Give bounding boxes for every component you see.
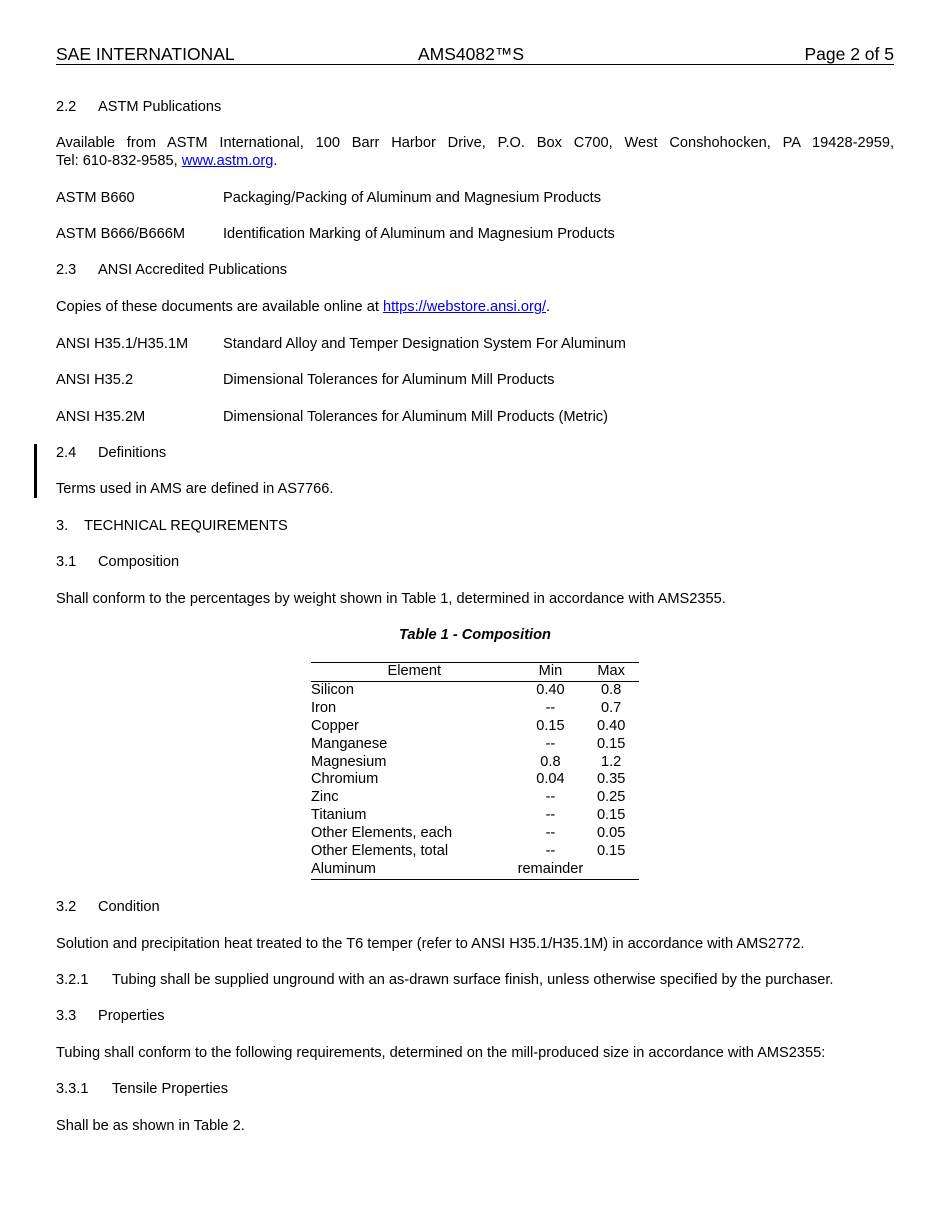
max-cell: 0.15 bbox=[596, 843, 626, 860]
section-2-4-heading bbox=[56, 444, 166, 462]
section-number: 3.3 bbox=[56, 1008, 77, 1024]
min-cell: -- bbox=[545, 699, 556, 716]
section-number: 3. bbox=[56, 518, 69, 534]
min-cell: 0.8 bbox=[540, 753, 561, 770]
reference-code: ASTM B660 bbox=[56, 190, 135, 206]
element-cell: Magnesium bbox=[311, 753, 387, 770]
table-row bbox=[311, 754, 639, 772]
min-cell: -- bbox=[545, 843, 556, 860]
column-header: Max bbox=[597, 663, 625, 679]
reference-description: Dimensional Tolerances for Aluminum Mill Products (Metric) bbox=[223, 409, 608, 425]
element-cell: Aluminum bbox=[311, 860, 376, 877]
table-row bbox=[311, 789, 639, 807]
header-doc-number: AMS4082™S bbox=[418, 44, 525, 64]
max-cell bbox=[583, 861, 639, 879]
column-header: Element bbox=[387, 663, 442, 679]
max-cell: 0.7 bbox=[600, 699, 622, 716]
section-title: ANSI Accredited Publications bbox=[98, 262, 288, 278]
section-number: 3.3.1 bbox=[56, 1081, 89, 1097]
min-cell: 0.40 bbox=[536, 681, 565, 698]
table-row bbox=[311, 700, 639, 718]
section-title: Condition bbox=[98, 899, 160, 915]
table-caption: Table 1 - Composition bbox=[399, 627, 551, 643]
table-row bbox=[311, 843, 639, 861]
header-org: SAE INTERNATIONAL bbox=[56, 44, 235, 64]
table-row bbox=[311, 681, 639, 699]
section-3-3-1-heading bbox=[56, 1080, 228, 1098]
section-2-3-heading bbox=[56, 261, 287, 279]
astm-availability-line2 bbox=[56, 152, 277, 170]
column-header: Min bbox=[538, 663, 563, 679]
section-3-3-heading bbox=[56, 1007, 165, 1025]
reference-description: Identification Marking of Aluminum and Magnesium Products bbox=[223, 226, 615, 242]
astm-period: . bbox=[273, 153, 278, 169]
copies-period: . bbox=[546, 299, 551, 315]
section-2-2-heading bbox=[56, 98, 221, 116]
element-cell: Manganese bbox=[311, 735, 388, 752]
revision-change-bar bbox=[34, 444, 37, 498]
tensile-text: Shall be as shown in Table 2. bbox=[56, 1118, 245, 1134]
reference-code: ANSI H35.2M bbox=[56, 409, 146, 425]
min-cell: -- bbox=[545, 825, 556, 842]
max-cell: 0.05 bbox=[596, 825, 626, 842]
section-3-2-heading bbox=[56, 898, 160, 916]
max-cell: 0.25 bbox=[596, 789, 626, 806]
table-row bbox=[311, 807, 639, 825]
composition-table bbox=[311, 662, 639, 880]
section-number: 2.3 bbox=[56, 262, 77, 278]
element-cell: Zinc bbox=[311, 789, 339, 806]
section-title: Definitions bbox=[98, 445, 167, 461]
section-title: Tensile Properties bbox=[112, 1081, 228, 1097]
reference-code: ANSI H35.2 bbox=[56, 372, 134, 388]
reference-code: ASTM B666/B666M bbox=[56, 226, 185, 242]
section-3-heading bbox=[56, 517, 288, 535]
section-number: 2.2 bbox=[56, 99, 77, 115]
ansi-webstore-link[interactable]: https://webstore.ansi.org/ bbox=[382, 299, 546, 315]
condition-text: Solution and precipitation heat treated to the T6 temper (refer to ANSI H35.1/H35.1M) in accordance with AMS2772. bbox=[56, 936, 805, 952]
table-row bbox=[311, 861, 639, 879]
element-cell: Chromium bbox=[311, 771, 379, 788]
reference-description: Standard Alloy and Temper Designation System For Aluminum bbox=[223, 336, 626, 352]
min-cell: -- bbox=[545, 789, 556, 806]
copies-prefix: Copies of these documents are available online at bbox=[56, 299, 383, 315]
table-row bbox=[311, 825, 639, 843]
section-text: Tubing shall be supplied unground with an as-drawn surface finish, unless otherwise specified by the purchaser. bbox=[112, 972, 834, 988]
max-cell: 0.40 bbox=[596, 717, 626, 734]
min-cell: 0.15 bbox=[536, 717, 565, 734]
section-number: 3.1 bbox=[56, 554, 77, 570]
min-cell: remainder bbox=[517, 860, 584, 877]
properties-text: Tubing shall conform to the following requirements, determined on the mill-produced size in accordance with AMS2355: bbox=[56, 1045, 826, 1061]
element-cell: Titanium bbox=[311, 807, 367, 824]
reference-description: Packaging/Packing of Aluminum and Magnesium Products bbox=[223, 190, 602, 206]
section-title: ASTM Publications bbox=[98, 99, 222, 115]
composition-text: Shall conform to the percentages by weight shown in Table 1, determined in accordance with AMS2355. bbox=[56, 591, 726, 607]
reference-code: ANSI H35.1/H35.1M bbox=[56, 336, 189, 352]
astm-tel: Tel: 610-832-9585, bbox=[56, 153, 182, 169]
element-cell: Other Elements, each bbox=[311, 825, 453, 842]
section-3-2-1 bbox=[56, 971, 833, 989]
header-page-number: Page 2 of 5 bbox=[804, 44, 894, 64]
section-number: 2.4 bbox=[56, 445, 77, 461]
table-row bbox=[311, 718, 639, 736]
astm-link[interactable]: www.astm.org bbox=[181, 153, 274, 169]
max-cell: 0.15 bbox=[596, 807, 626, 824]
section-title: TECHNICAL REQUIREMENTS bbox=[84, 518, 288, 534]
element-cell: Copper bbox=[311, 717, 359, 734]
section-title: Properties bbox=[98, 1008, 165, 1024]
min-cell: -- bbox=[545, 807, 556, 824]
element-cell: Iron bbox=[311, 699, 337, 716]
section-3-1-heading bbox=[56, 553, 179, 571]
element-cell: Silicon bbox=[311, 681, 354, 698]
max-cell: 0.35 bbox=[596, 771, 626, 788]
section-number: 3.2.1 bbox=[56, 972, 89, 988]
section-number: 3.2 bbox=[56, 899, 77, 915]
reference-description: Dimensional Tolerances for Aluminum Mill Products bbox=[223, 372, 555, 388]
min-cell: -- bbox=[545, 735, 556, 752]
page-header bbox=[56, 44, 894, 65]
table-row bbox=[311, 736, 639, 754]
definitions-text: Terms used in AMS are defined in AS7766. bbox=[56, 481, 334, 497]
max-cell: 0.15 bbox=[596, 735, 626, 752]
min-cell: 0.04 bbox=[536, 771, 565, 788]
section-title: Composition bbox=[98, 554, 180, 570]
max-cell: 0.8 bbox=[600, 681, 622, 698]
ansi-copies-text bbox=[56, 298, 550, 316]
astm-availability-line1: Available from ASTM International, 100 Barr Harbor Drive, P.O. Box C700, West Conshohocken, PA 19428-2959, bbox=[56, 135, 894, 151]
table-row bbox=[311, 771, 639, 789]
max-cell: 1.2 bbox=[600, 753, 622, 770]
table-header-row bbox=[311, 663, 639, 682]
element-cell: Other Elements, total bbox=[311, 843, 449, 860]
